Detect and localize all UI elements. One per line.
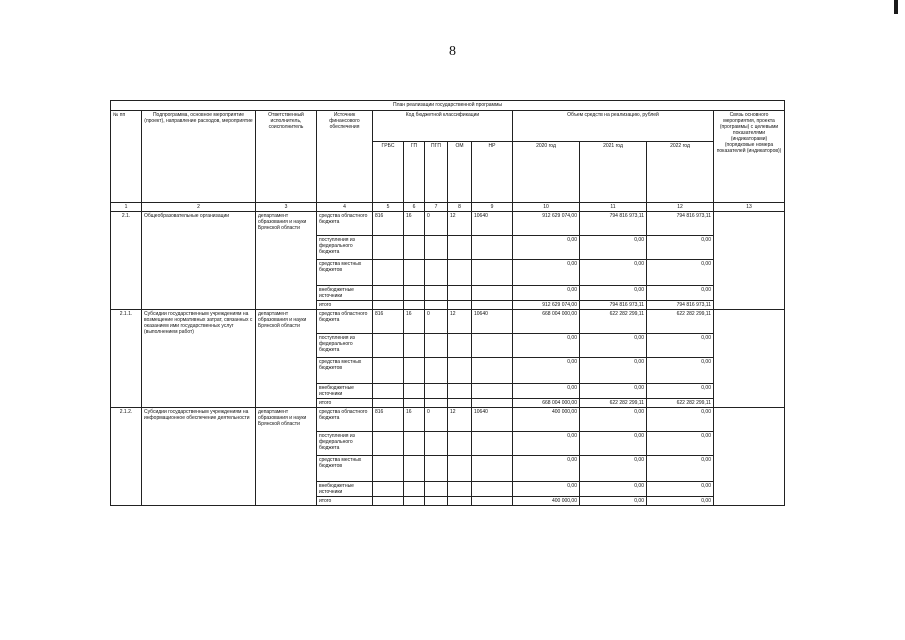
amount-2022-cell: 0,00 <box>647 286 714 301</box>
header-gp: ГП <box>404 142 425 203</box>
amount-2021-cell: 0,00 <box>580 260 647 286</box>
column-number: 10 <box>513 203 580 212</box>
budget-pgp-cell <box>425 384 448 399</box>
amount-2022-cell: 0,00 <box>647 358 714 384</box>
item-responsible: департамент образования и науки Брянской области <box>256 212 317 310</box>
amount-2020-cell: 0,00 <box>513 260 580 286</box>
amount-2020-cell: 0,00 <box>513 384 580 399</box>
budget-gp-cell <box>404 384 425 399</box>
indicator-link-cell <box>714 408 785 506</box>
amount-2022-cell: 794 816 973,11 <box>647 301 714 310</box>
amount-2022-cell: 794 816 973,11 <box>647 212 714 236</box>
budget-gp-cell <box>404 482 425 497</box>
budget-om-cell <box>448 334 472 358</box>
amount-2021-cell: 0,00 <box>580 482 647 497</box>
funding-source-cell: поступления из федерального бюджета <box>317 236 373 260</box>
amount-2020-cell: 400 000,00 <box>513 408 580 432</box>
column-number: 6 <box>404 203 425 212</box>
budget-pgp-cell <box>425 456 448 482</box>
budget-np-cell <box>472 432 513 456</box>
amount-2021-cell: 0,00 <box>580 408 647 432</box>
funding-source-cell: средства местных бюджетов <box>317 456 373 482</box>
plan-table-body <box>111 212 785 506</box>
budget-om-cell: 12 <box>448 212 472 236</box>
header-2022: 2022 год <box>647 142 714 203</box>
table-row <box>111 212 785 236</box>
item-number: 2.1.1. <box>111 310 142 408</box>
budget-gp-cell <box>404 358 425 384</box>
column-number: 5 <box>373 203 404 212</box>
amount-2022-cell: 0,00 <box>647 408 714 432</box>
funding-source-cell: средства местных бюджетов <box>317 260 373 286</box>
table-row <box>111 310 785 334</box>
budget-om-cell <box>448 497 472 506</box>
amount-2020-cell: 0,00 <box>513 482 580 497</box>
budget-om-cell <box>448 260 472 286</box>
amount-2021-cell: 622 282 299,11 <box>580 310 647 334</box>
budget-gp-cell <box>404 432 425 456</box>
amount-2022-cell: 0,00 <box>647 260 714 286</box>
table-title: План реализации государственной программы <box>111 101 785 111</box>
budget-np-cell <box>472 456 513 482</box>
budget-pgp-cell <box>425 497 448 506</box>
budget-om-cell <box>448 384 472 399</box>
amount-2021-cell: 0,00 <box>580 236 647 260</box>
header-responsible: Ответственный исполнитель, соисполнитель <box>256 111 317 203</box>
budget-pgp-cell <box>425 301 448 310</box>
budget-np-cell <box>472 334 513 358</box>
budget-om-cell: 12 <box>448 310 472 334</box>
header-funding: Объем средств на реализацию, рублей <box>513 111 714 142</box>
amount-2021-cell: 0,00 <box>580 456 647 482</box>
funding-source-cell: итого <box>317 301 373 310</box>
budget-np-cell <box>472 482 513 497</box>
amount-2022-cell: 622 282 299,11 <box>647 310 714 334</box>
column-number: 2 <box>142 203 256 212</box>
budget-np-cell <box>472 384 513 399</box>
amount-2020-cell: 0,00 <box>513 456 580 482</box>
budget-np-cell: 10640 <box>472 212 513 236</box>
funding-source-cell: средства областного бюджета <box>317 408 373 432</box>
budget-np-cell <box>472 399 513 408</box>
item-name: Субсидии государственным учреждениям на возмещение нормативных затрат, связанных с оказанием ими государственных услуг (выполнением работ) <box>142 310 256 408</box>
column-number: 1 <box>111 203 142 212</box>
budget-grbs-cell <box>373 399 404 408</box>
budget-np-cell <box>472 286 513 301</box>
budget-gp-cell: 16 <box>404 212 425 236</box>
amount-2020-cell: 668 004 000,00 <box>513 399 580 408</box>
budget-pgp-cell <box>425 334 448 358</box>
budget-grbs-cell <box>373 334 404 358</box>
item-number: 2.1. <box>111 212 142 310</box>
column-number: 4 <box>317 203 373 212</box>
amount-2021-cell: 0,00 <box>580 497 647 506</box>
budget-pgp-cell: 0 <box>425 408 448 432</box>
implementation-plan-table <box>110 100 785 506</box>
funding-source-cell: поступления из федерального бюджета <box>317 334 373 358</box>
header-subprogram: Подпрограмма, основное мероприятие (проект), направление расходов, мероприятие <box>142 111 256 203</box>
amount-2022-cell: 0,00 <box>647 456 714 482</box>
amount-2020-cell: 0,00 <box>513 236 580 260</box>
header-budget-code: Код бюджетной классификации <box>373 111 513 142</box>
indicator-link-cell <box>714 310 785 408</box>
budget-grbs-cell <box>373 482 404 497</box>
funding-source-cell: итого <box>317 497 373 506</box>
budget-grbs-cell <box>373 236 404 260</box>
column-number: 7 <box>425 203 448 212</box>
item-name: Общеобразовательные организации <box>142 212 256 310</box>
budget-om-cell: 12 <box>448 408 472 432</box>
amount-2020-cell: 912 629 074,00 <box>513 301 580 310</box>
item-name: Субсидии государственным учреждениям на информационное обеспечение деятельности <box>142 408 256 506</box>
amount-2021-cell: 622 282 299,11 <box>580 399 647 408</box>
indicator-link-cell <box>714 212 785 310</box>
budget-pgp-cell <box>425 286 448 301</box>
page-number: 8 <box>449 44 456 59</box>
amount-2021-cell: 0,00 <box>580 286 647 301</box>
budget-pgp-cell <box>425 236 448 260</box>
budget-gp-cell <box>404 260 425 286</box>
budget-grbs-cell <box>373 456 404 482</box>
header-num: № пп <box>111 111 142 203</box>
funding-source-cell: внебюджетные источники <box>317 384 373 399</box>
amount-2022-cell: 0,00 <box>647 482 714 497</box>
budget-np-cell <box>472 236 513 260</box>
amount-2022-cell: 0,00 <box>647 384 714 399</box>
table-row <box>111 408 785 432</box>
amount-2022-cell: 0,00 <box>647 497 714 506</box>
funding-source-cell: итого <box>317 399 373 408</box>
item-number: 2.1.2. <box>111 408 142 506</box>
budget-grbs-cell <box>373 260 404 286</box>
budget-gp-cell <box>404 456 425 482</box>
budget-pgp-cell: 0 <box>425 310 448 334</box>
amount-2020-cell: 0,00 <box>513 358 580 384</box>
budget-pgp-cell <box>425 399 448 408</box>
amount-2021-cell: 794 816 973,11 <box>580 301 647 310</box>
header-2021: 2021 год <box>580 142 647 203</box>
amount-2020-cell: 912 629 074,00 <box>513 212 580 236</box>
amount-2022-cell: 622 282 299,11 <box>647 399 714 408</box>
budget-np-cell <box>472 497 513 506</box>
header-pgp: ПГП <box>425 142 448 203</box>
budget-om-cell <box>448 286 472 301</box>
amount-2021-cell: 0,00 <box>580 334 647 358</box>
amount-2020-cell: 0,00 <box>513 334 580 358</box>
amount-2021-cell: 0,00 <box>580 358 647 384</box>
column-number: 13 <box>714 203 785 212</box>
amount-2020-cell: 400 000,00 <box>513 497 580 506</box>
amount-2020-cell: 668 004 000,00 <box>513 310 580 334</box>
column-number: 12 <box>647 203 714 212</box>
amount-2022-cell: 0,00 <box>647 432 714 456</box>
budget-gp-cell <box>404 399 425 408</box>
funding-source-cell: внебюджетные источники <box>317 482 373 497</box>
header-om: ОМ <box>448 142 472 203</box>
amount-2022-cell: 0,00 <box>647 334 714 358</box>
budget-grbs-cell <box>373 384 404 399</box>
budget-grbs-cell <box>373 497 404 506</box>
budget-pgp-cell <box>425 358 448 384</box>
column-number: 8 <box>448 203 472 212</box>
funding-source-cell: средства областного бюджета <box>317 212 373 236</box>
budget-gp-cell <box>404 497 425 506</box>
scan-edge-mark <box>894 0 898 14</box>
amount-2021-cell: 0,00 <box>580 432 647 456</box>
header-indicator-link: Связь основного мероприятия, проекта (программы) с целевыми показателями (индикаторами) (порядковые номера показателей (индикаторов)) <box>714 111 785 203</box>
budget-gp-cell <box>404 236 425 260</box>
header-grbs: ГРБС <box>373 142 404 203</box>
budget-np-cell: 10640 <box>472 408 513 432</box>
budget-grbs-cell: 816 <box>373 310 404 334</box>
budget-pgp-cell <box>425 482 448 497</box>
budget-gp-cell: 16 <box>404 408 425 432</box>
funding-source-cell: поступления из федерального бюджета <box>317 432 373 456</box>
budget-np-cell <box>472 301 513 310</box>
amount-2021-cell: 0,00 <box>580 384 647 399</box>
budget-np-cell <box>472 358 513 384</box>
budget-grbs-cell: 816 <box>373 212 404 236</box>
funding-source-cell: внебюджетные источники <box>317 286 373 301</box>
budget-gp-cell: 16 <box>404 310 425 334</box>
budget-om-cell <box>448 358 472 384</box>
budget-om-cell <box>448 482 472 497</box>
budget-pgp-cell: 0 <box>425 212 448 236</box>
budget-grbs-cell: 816 <box>373 408 404 432</box>
header-np: НР <box>472 142 513 203</box>
funding-source-cell: средства местных бюджетов <box>317 358 373 384</box>
budget-np-cell: 10640 <box>472 310 513 334</box>
column-number: 11 <box>580 203 647 212</box>
column-number: 3 <box>256 203 317 212</box>
budget-om-cell <box>448 456 472 482</box>
budget-om-cell <box>448 399 472 408</box>
amount-2020-cell: 0,00 <box>513 286 580 301</box>
amount-2020-cell: 0,00 <box>513 432 580 456</box>
budget-om-cell <box>448 432 472 456</box>
header-2020: 2020 год <box>513 142 580 203</box>
header-sources: Источник финансового обеспечения <box>317 111 373 203</box>
budget-grbs-cell <box>373 358 404 384</box>
item-responsible: департамент образования и науки Брянской области <box>256 408 317 506</box>
budget-grbs-cell <box>373 301 404 310</box>
amount-2021-cell: 794 816 973,11 <box>580 212 647 236</box>
amount-2022-cell: 0,00 <box>647 236 714 260</box>
budget-grbs-cell <box>373 286 404 301</box>
budget-gp-cell <box>404 334 425 358</box>
funding-source-cell: средства областного бюджета <box>317 310 373 334</box>
budget-om-cell <box>448 301 472 310</box>
budget-om-cell <box>448 236 472 260</box>
budget-np-cell <box>472 260 513 286</box>
item-responsible: департамент образования и науки Брянской области <box>256 310 317 408</box>
budget-gp-cell <box>404 301 425 310</box>
column-number: 9 <box>472 203 513 212</box>
budget-grbs-cell <box>373 432 404 456</box>
budget-pgp-cell <box>425 260 448 286</box>
budget-pgp-cell <box>425 432 448 456</box>
budget-gp-cell <box>404 286 425 301</box>
